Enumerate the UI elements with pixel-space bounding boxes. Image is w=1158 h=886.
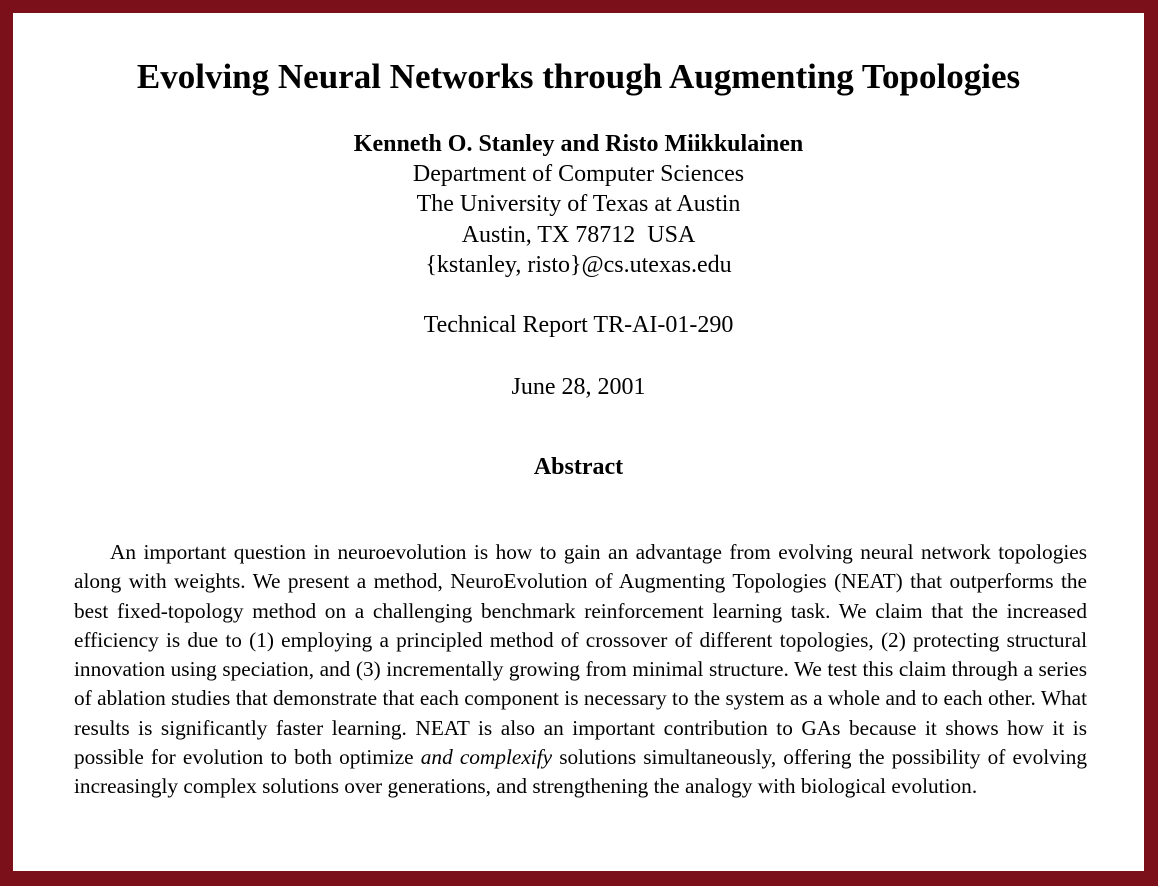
technical-report-number: Technical Report TR-AI-01-290 bbox=[423, 312, 734, 338]
paper-authors: Kenneth O. Stanley and Risto Miikkulainen bbox=[353, 131, 804, 157]
paper-title: Evolving Neural Networks through Augmenting Topologies bbox=[136, 57, 1021, 96]
abstract-emphasis: and complexify bbox=[420, 745, 553, 770]
author-university: The University of Texas at Austin bbox=[416, 191, 741, 217]
author-city: Austin, TX 78712 USA bbox=[461, 222, 696, 248]
author-email: {kstanley, risto}@cs.utexas.edu bbox=[425, 252, 732, 278]
paper-date: June 28, 2001 bbox=[511, 374, 646, 400]
paper-page bbox=[13, 13, 1144, 871]
abstract-heading: Abstract bbox=[533, 454, 624, 480]
abstract-text-part1: An important question in neuroevolution is how to gain an advantage from evolving neural network topologies along with weights. We present a method, NeuroEvolution of Augmenting Topologies (NEAT) that outperforms the best fixed-topology method on a challenging benchmark reinforcement learning task. We claim that the increased efficiency is due to (1) employing a principled method of crossover of different topologies, (2) protecting structural innovation using speciation, and (3) incrementally growing from minimal structure. We test this claim through a series of ablation studies that demonstrate that each component is necessary to the system as a whole and to each other. What results is significantly faster learning. NEAT is also an important contribution to GAs because it shows how it is possible for evolution to both optimize bbox=[74, 540, 1087, 770]
author-department: Department of Computer Sciences bbox=[412, 161, 745, 187]
abstract-text-part2: solutions simultaneously, offering the possibility of evolving increasingly complex solutions over generations, and strengthening the analogy with biological evolution. bbox=[74, 745, 1087, 799]
abstract-text bbox=[74, 538, 1087, 802]
